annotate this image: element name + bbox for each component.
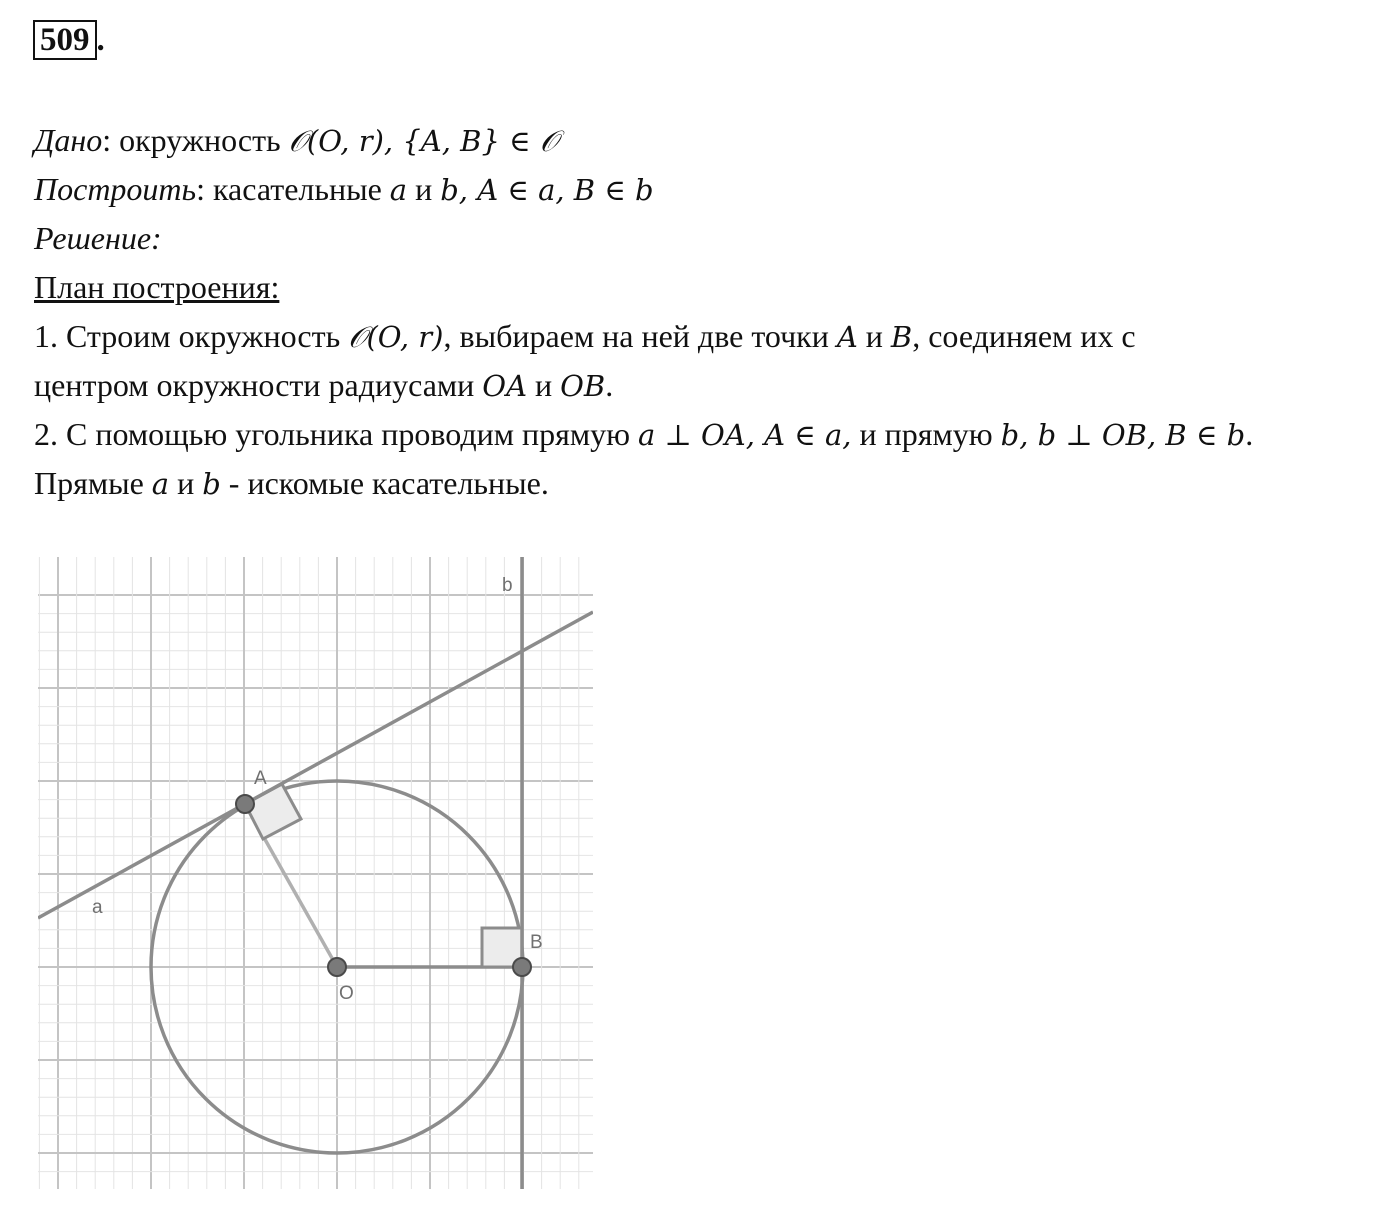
step1-math-1: 𝒪(O, r) (348, 320, 444, 354)
step2-text-2: и прямую (851, 416, 1001, 452)
point-B (513, 958, 531, 976)
point-O (328, 958, 346, 976)
conclusion-text-3: - искомые касательные. (220, 465, 549, 501)
label-O: O (339, 983, 354, 1004)
label-b: b (502, 575, 513, 596)
step2-text-1: 2. С помощью угольника проводим прямую (34, 416, 638, 452)
problem-number-box: 509 (33, 20, 97, 60)
step2-text-3: . (1245, 416, 1254, 452)
conclusion-math-a: a (151, 467, 170, 501)
label-B: B (530, 932, 543, 953)
given-label: Дано (34, 122, 103, 158)
conclusion-math-b: b (202, 467, 221, 501)
conclusion-text-2: и (169, 465, 203, 501)
plan-label: План построения: (34, 269, 280, 305)
right-angle-marker-A (245, 784, 301, 839)
step1b-math-2: OB (560, 369, 606, 403)
conclusion-text-1: Прямые (34, 465, 152, 501)
step1-math-2: A (836, 320, 858, 354)
label-A: A (254, 768, 267, 789)
given-text: : окружность (102, 122, 289, 158)
step1b-text-1: центром окружности радиусами (34, 367, 483, 403)
given-math: 𝒪(O, r), {A, B} ∈ 𝒪 (288, 124, 559, 158)
step1b-text-3: . (605, 367, 614, 403)
step1-text-4: , соединяем их с (912, 318, 1136, 354)
step1-text-2: , выбираем на ней две точки (443, 318, 837, 354)
step1-text-1: 1. Строим окружность (34, 318, 349, 354)
step1-text-3: и (857, 318, 891, 354)
construct-label: Построить (34, 171, 197, 207)
tangent-line-a (38, 612, 593, 918)
step1b-math-1: OA (482, 369, 528, 403)
step1b-text-2: и (527, 367, 561, 403)
step2-math-2: b, b ⊥ OB, B ∈ b (1000, 418, 1246, 452)
construct-math-a: a (389, 173, 408, 207)
step2-math-1: a ⊥ OA, A ∈ a, (637, 418, 852, 452)
point-A (236, 795, 254, 813)
construct-text: : касательные (196, 171, 390, 207)
solution-label: Решение: (34, 220, 162, 256)
step1-math-3: B (890, 320, 913, 354)
label-a: a (92, 897, 103, 918)
construct-and: и (407, 171, 441, 207)
construct-math-b: b, A ∈ a, B ∈ b (440, 173, 654, 207)
problem-number-dot: . (96, 22, 105, 58)
